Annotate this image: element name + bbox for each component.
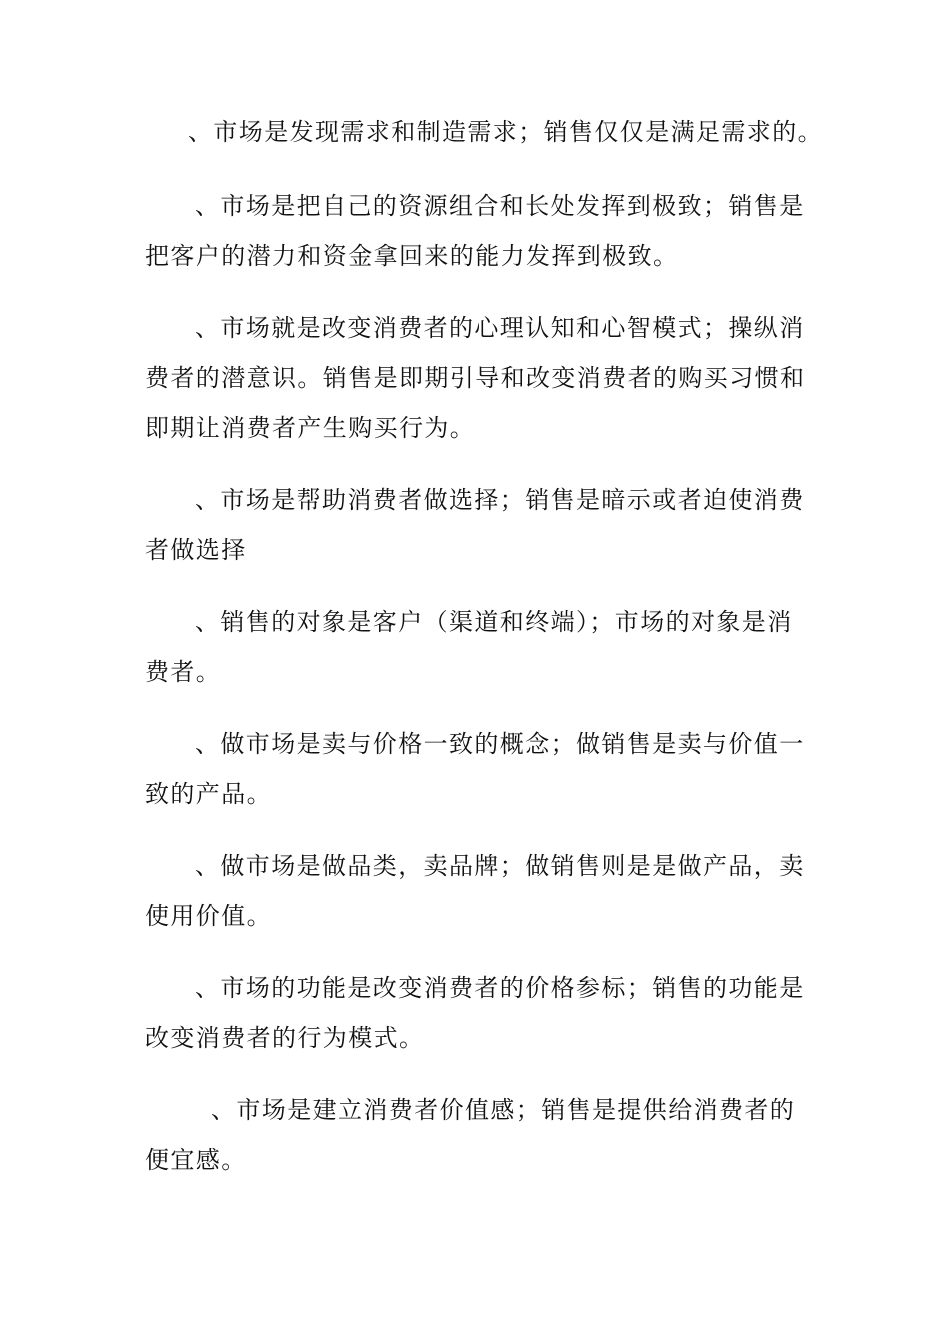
paragraph-5 — [145, 597, 810, 697]
paragraph-line: 、做市场是卖与价格一致的概念；做销售是卖与价值一 — [195, 730, 805, 758]
paragraph-line: 即期让消费者产生购买行为。 — [145, 414, 476, 442]
paragraph-line: 、销售的对象是客户（渠道和终端）；市场的对象是消 — [195, 608, 793, 636]
paragraph-3 — [145, 303, 810, 453]
paragraph-line: 改变消费者的行为模式。 — [145, 1024, 425, 1052]
paragraph-line: 致的产品。 — [145, 780, 272, 808]
paragraph-line: 使用价值。 — [145, 902, 272, 930]
paragraph-9 — [145, 1085, 810, 1185]
paragraph-line: 费者的潜意识。销售是即期引导和改变消费者的购买习惯和 — [145, 364, 806, 392]
paragraph-line: 、市场是帮助消费者做选择；销售是暗示或者迫使消费 — [195, 486, 805, 514]
paragraph-line: 、市场是发现需求和制造需求；销售仅仅是满足需求的。 — [188, 118, 823, 146]
paragraph-line: 费者。 — [145, 658, 222, 686]
paragraph-6 — [145, 719, 810, 819]
paragraph-line: 、市场是把自己的资源组合和长处发挥到极致；销售是 — [195, 192, 805, 220]
paragraph-4 — [145, 475, 810, 575]
paragraph-1 — [145, 107, 823, 157]
paragraph-2 — [145, 181, 810, 281]
paragraph-line: 、做市场是做品类，卖品牌；做销售则是是做产品，卖 — [195, 852, 805, 880]
paragraph-line: 、市场是建立消费者价值感；销售是提供给消费者的 — [211, 1096, 796, 1124]
paragraph-line: 把客户的潜力和资金拿回来的能力发挥到极致。 — [145, 242, 679, 270]
paragraph-line: 便宜感。 — [145, 1146, 247, 1174]
paragraph-8 — [145, 963, 810, 1063]
paragraph-line: 、市场的功能是改变消费者的价格参标；销售的功能是 — [195, 974, 805, 1002]
paragraph-7 — [145, 841, 810, 941]
paragraph-line: 者做选择 — [145, 536, 247, 564]
paragraph-line: 、市场就是改变消费者的心理认知和心智模式；操纵消 — [195, 314, 805, 342]
